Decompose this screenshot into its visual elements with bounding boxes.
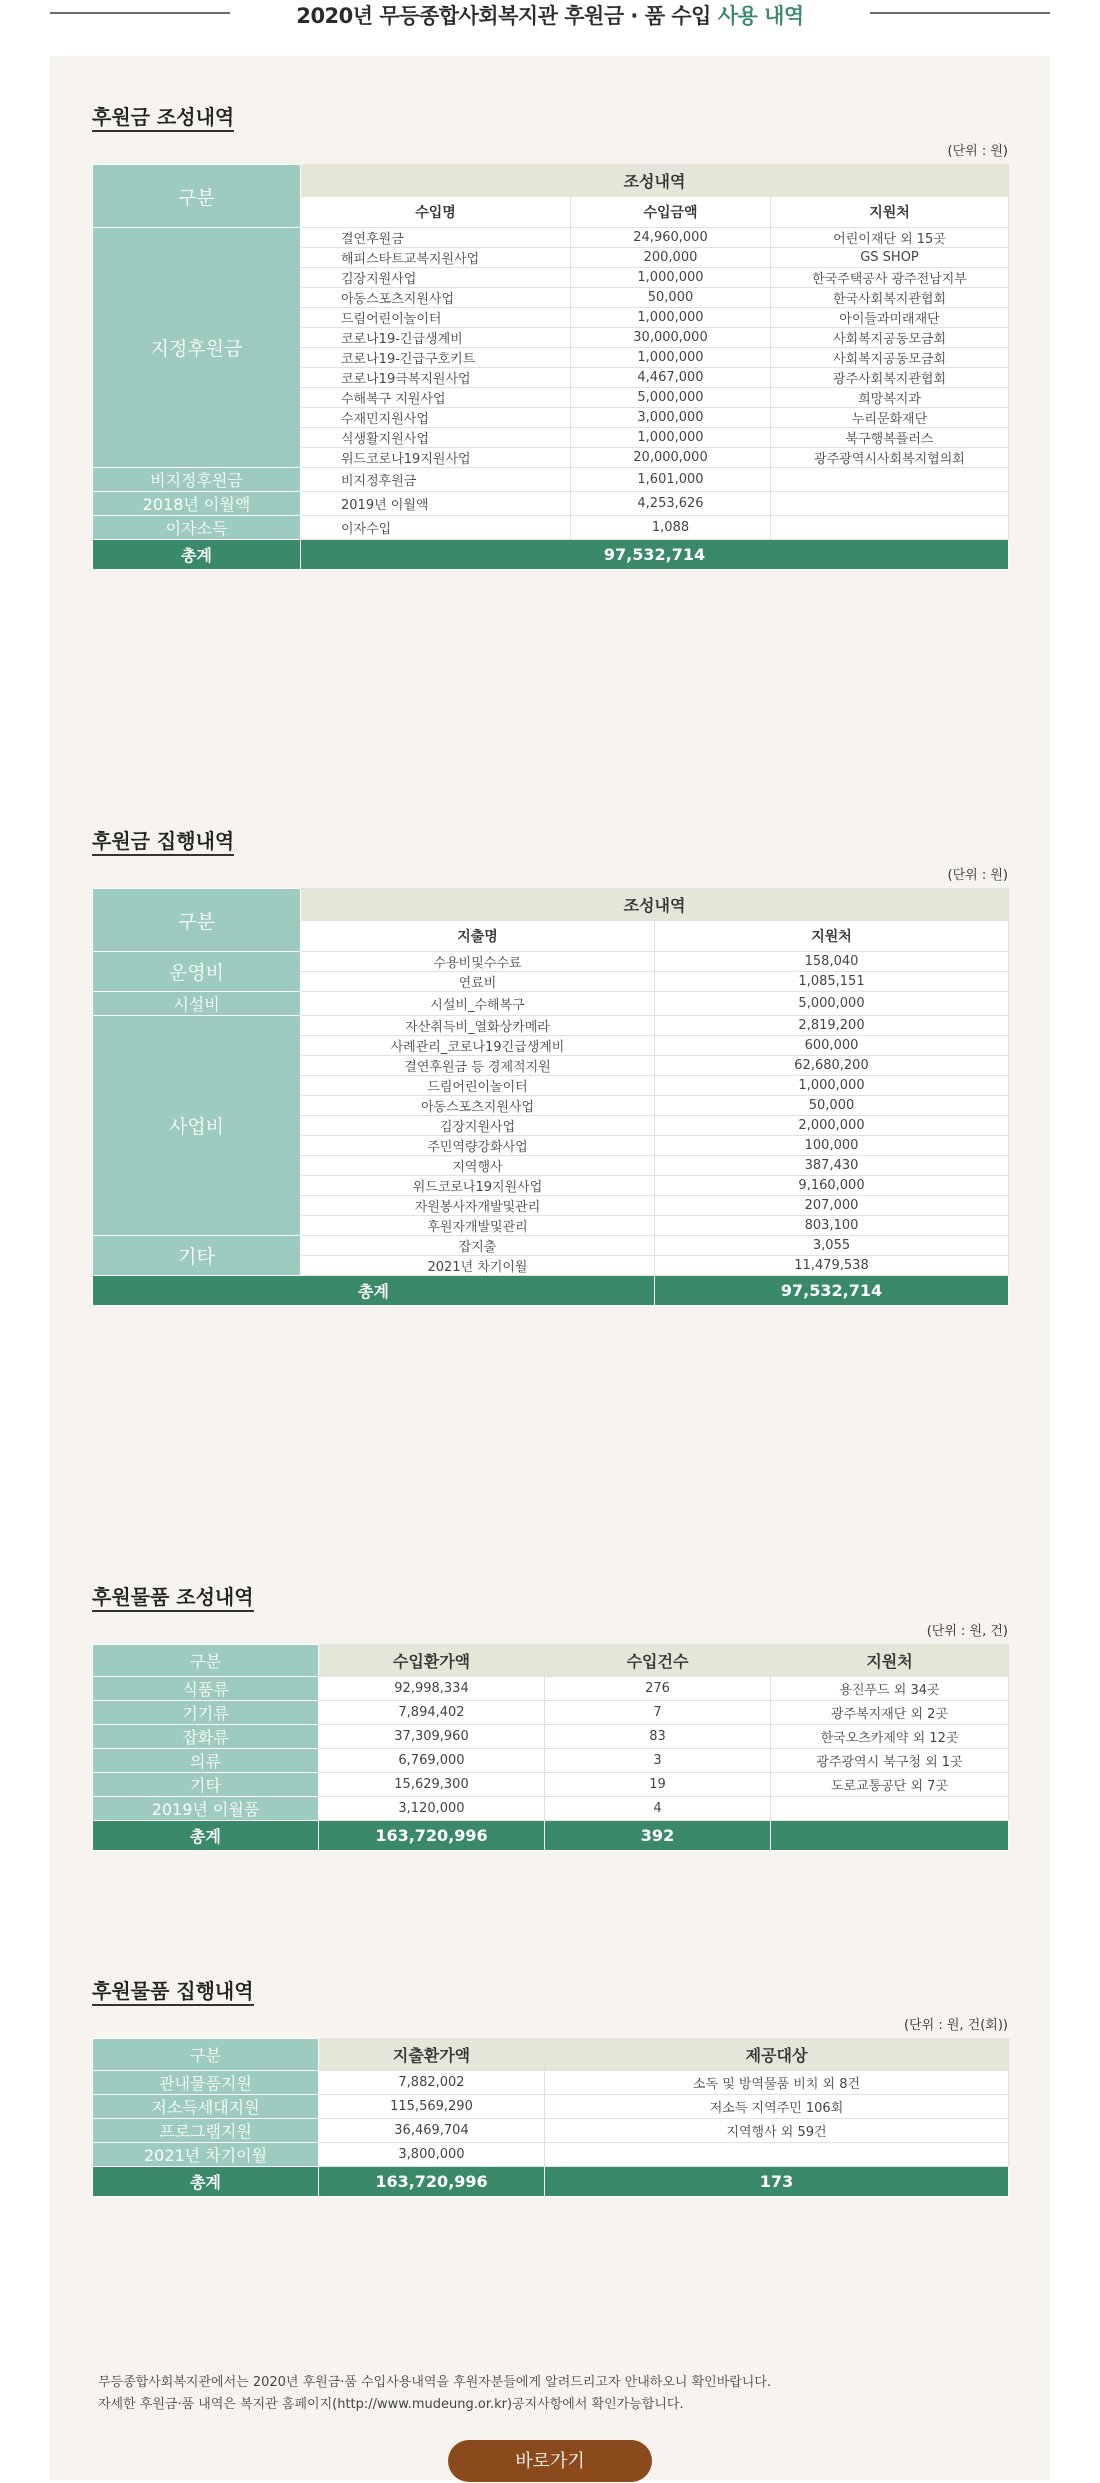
expense-amount: 100,000: [655, 1136, 1009, 1156]
supporter: 광주광역시 북구청 외 1곳: [771, 1749, 1009, 1773]
goods-value: 15,629,300: [319, 1773, 545, 1797]
supporter: [771, 468, 1009, 492]
income-name: 드림어린이놀이터: [301, 308, 571, 328]
expense-amount: 3,055: [655, 1236, 1009, 1256]
table-row: [93, 2119, 1009, 2143]
goods-income-table: [92, 1644, 1009, 1851]
table-header-row: [93, 1645, 1009, 1677]
income-amount: 1,088: [571, 516, 771, 540]
section-goods-expense: [92, 1978, 1008, 2192]
total-value: 163,720,996: [319, 1821, 545, 1851]
table-row: [93, 516, 1009, 540]
income-name: 아동스포츠지원사업: [301, 288, 571, 308]
column-header: 수입환가액: [319, 1645, 545, 1677]
row-category: 지정후원금: [93, 228, 301, 468]
table-header-row: [93, 889, 1009, 921]
unit-label: (단위 : 원, 건): [926, 1624, 1008, 1639]
table-row: [93, 1725, 1009, 1749]
expense-amount: 207,000: [655, 1196, 1009, 1216]
goods-value: 6,769,000: [319, 1749, 545, 1773]
row-category: 비지정후원금: [93, 468, 301, 492]
income-name: 수해복구 지원사업: [301, 388, 571, 408]
row-category: 저소득세대지원: [93, 2095, 319, 2119]
row-category: 2021년 차기이월: [93, 2143, 319, 2167]
goods-count: 276: [545, 1677, 771, 1701]
table-row: [93, 1016, 1009, 1036]
header-divider-right: [870, 12, 1050, 14]
recipient: 저소득 지역주민 106회: [545, 2095, 1009, 2119]
table-row: [93, 1701, 1009, 1725]
income-name: 코로나19-긴급생계비: [301, 328, 571, 348]
expense-amount: 2,000,000: [655, 1116, 1009, 1136]
expense-name: 김장지원사업: [301, 1116, 655, 1136]
expense-name: 주민역량강화사업: [301, 1136, 655, 1156]
supporter: [771, 492, 1009, 516]
expense-amount: 1,000,000: [655, 1076, 1009, 1096]
expense-name: 2021년 차기이월: [301, 1256, 655, 1276]
supporter: 도로교통공단 외 7곳: [771, 1773, 1009, 1797]
total-label: 총계: [93, 2167, 319, 2197]
goods-count: 3: [545, 1749, 771, 1773]
footnote-line: 무등종합사회복지관에서는 2020년 후원금·품 수입사용내역을 후원자분들에게 알려드리고자 안내하오니 확인바랍니다.: [98, 2375, 772, 2390]
expense-name: 자산취득비_열화상카메라: [301, 1016, 655, 1036]
expense-name: 사례관리_코로나19긴급생계비: [301, 1036, 655, 1056]
table-row: [93, 952, 1009, 972]
column-header: 지원처: [655, 921, 1009, 952]
income-name: 식생활지원사업: [301, 428, 571, 448]
goods-value: 7,894,402: [319, 1701, 545, 1725]
expense-amount: 9,160,000: [655, 1176, 1009, 1196]
content-panel: [50, 56, 1050, 2480]
supporter: 희망복지과: [771, 388, 1009, 408]
income-name: 결연후원금: [301, 228, 571, 248]
goods-expense-value: 36,469,704: [319, 2119, 545, 2143]
income-amount: 5,000,000: [571, 388, 771, 408]
total-value: [771, 1821, 1009, 1851]
column-header: 지출명: [301, 921, 655, 952]
expense-name: 지역행사: [301, 1156, 655, 1176]
total-label: 총계: [93, 1821, 319, 1851]
header-category: 구분: [93, 889, 301, 952]
goods-expense-value: 3,800,000: [319, 2143, 545, 2167]
total-row: [93, 540, 1009, 570]
section-donation-expense: [92, 828, 1008, 1301]
column-header: 지원처: [771, 1645, 1009, 1677]
supporter: 광주광역시사회복지협의회: [771, 448, 1009, 468]
table-header-row: [93, 2039, 1009, 2071]
unit-label: (단위 : 원): [947, 144, 1008, 159]
header-group: 조성내역: [301, 889, 1009, 921]
income-name: 2019년 이월액: [301, 492, 571, 516]
supporter: 북구행복플러스: [771, 428, 1009, 448]
go-button[interactable]: 바로가기: [448, 2440, 652, 2482]
row-category: 2019년 이월품: [93, 1797, 319, 1821]
supporter: 어린이재단 외 15곳: [771, 228, 1009, 248]
total-label: 총계: [93, 540, 301, 570]
table-row: [93, 1677, 1009, 1701]
table-row: [93, 1236, 1009, 1256]
column-header: 지원처: [771, 197, 1009, 228]
table-row: [93, 1797, 1009, 1821]
income-name: 해피스타트교복지원사업: [301, 248, 571, 268]
row-category: 운영비: [93, 952, 301, 992]
supporter: 사회복지공동모금회: [771, 348, 1009, 368]
goods-value: 92,998,334: [319, 1677, 545, 1701]
page-title: 2020년 무등종합사회복지관 후원금 · 품 수입 사용 내역: [296, 4, 804, 28]
table-row: [93, 2095, 1009, 2119]
row-category: 사업비: [93, 1016, 301, 1236]
table-row: [93, 228, 1009, 248]
section-title: 후원금 조성내역: [92, 104, 234, 132]
donation-expense-table: [92, 888, 1009, 1306]
expense-name: 잡지출: [301, 1236, 655, 1256]
total-value: 392: [545, 1821, 771, 1851]
expense-name: 결연후원금 등 경제적지원: [301, 1056, 655, 1076]
expense-name: 자원봉사자개발및관리: [301, 1196, 655, 1216]
goods-count: 4: [545, 1797, 771, 1821]
total-value: 97,532,714: [301, 540, 1009, 570]
goods-count: 7: [545, 1701, 771, 1725]
supporter: 사회복지공동모금회: [771, 328, 1009, 348]
income-amount: 1,000,000: [571, 348, 771, 368]
row-category: 잡화류: [93, 1725, 319, 1749]
table-row: [93, 2143, 1009, 2167]
expense-name: 수용비및수수료: [301, 952, 655, 972]
income-amount: 1,601,000: [571, 468, 771, 492]
table-row: [93, 1749, 1009, 1773]
footnote-line: 자세한 후원금·품 내역은 복지관 홈페이지(http://www.mudeung.or.kr)공지사항에서 확인가능합니다.: [98, 2397, 684, 2412]
section-title: 후원물품 집행내역: [92, 1978, 254, 2006]
goods-expense-value: 115,569,290: [319, 2095, 545, 2119]
income-amount: 1,000,000: [571, 308, 771, 328]
section-donation-income: [92, 104, 1008, 565]
table-header-row: [93, 165, 1009, 197]
goods-expense-value: 7,882,002: [319, 2071, 545, 2095]
row-category: 기타: [93, 1236, 301, 1276]
goods-value: 37,309,960: [319, 1725, 545, 1749]
column-header: 수입명: [301, 197, 571, 228]
expense-name: 연료비: [301, 972, 655, 992]
supporter: 한국오츠카제약 외 12곳: [771, 1725, 1009, 1749]
expense-amount: 600,000: [655, 1036, 1009, 1056]
row-category: 관내물품지원: [93, 2071, 319, 2095]
income-amount: 30,000,000: [571, 328, 771, 348]
income-name: 수재민지원사업: [301, 408, 571, 428]
income-amount: 1,000,000: [571, 428, 771, 448]
income-name: 코로나19-긴급구호키트: [301, 348, 571, 368]
recipient: 소독 및 방역물품 비치 외 8건: [545, 2071, 1009, 2095]
income-name: 비지정후원금: [301, 468, 571, 492]
total-row: [93, 2167, 1009, 2197]
supporter: 아이들과미래재단: [771, 308, 1009, 328]
row-category: 2018년 이월액: [93, 492, 301, 516]
total-value: 97,532,714: [655, 1276, 1009, 1306]
row-category: 프로그램지원: [93, 2119, 319, 2143]
expense-amount: 2,819,200: [655, 1016, 1009, 1036]
expense-amount: 11,479,538: [655, 1256, 1009, 1276]
income-amount: 200,000: [571, 248, 771, 268]
table-row: [93, 492, 1009, 516]
unit-label: (단위 : 원): [947, 868, 1008, 883]
table-row: [93, 2071, 1009, 2095]
income-amount: 50,000: [571, 288, 771, 308]
expense-name: 아동스포츠지원사업: [301, 1096, 655, 1116]
supporter: 한국사회복지관협회: [771, 288, 1009, 308]
row-category: 기기류: [93, 1701, 319, 1725]
donation-income-table: [92, 164, 1009, 570]
supporter: 한국주택공사 광주전남지부: [771, 268, 1009, 288]
supporter: [771, 516, 1009, 540]
total-row: [93, 1821, 1009, 1851]
supporter: 용진푸드 외 34곳: [771, 1677, 1009, 1701]
supporter: [771, 1797, 1009, 1821]
income-amount: 20,000,000: [571, 448, 771, 468]
expense-name: 시설비_수해복구: [301, 992, 655, 1016]
table-row: [93, 468, 1009, 492]
header-category: 구분: [93, 165, 301, 228]
page-title-accent: 사용 내역: [717, 4, 804, 28]
column-header: 구분: [93, 1645, 319, 1677]
recipient: [545, 2143, 1009, 2167]
expense-amount: 1,085,151: [655, 972, 1009, 992]
row-category: 의류: [93, 1749, 319, 1773]
income-amount: 4,253,626: [571, 492, 771, 516]
goods-count: 19: [545, 1773, 771, 1797]
recipient: 지역행사 외 59건: [545, 2119, 1009, 2143]
unit-label: (단위 : 원, 건(회)): [904, 2018, 1008, 2033]
section-title: 후원금 집행내역: [92, 828, 234, 856]
expense-amount: 803,100: [655, 1216, 1009, 1236]
column-header: 지출환가액: [319, 2039, 545, 2071]
row-category: 기타: [93, 1773, 319, 1797]
row-category: 이자소득: [93, 516, 301, 540]
footnote: [98, 2372, 998, 2416]
supporter: 누리문화재단: [771, 408, 1009, 428]
income-amount: 4,467,000: [571, 368, 771, 388]
column-header: 제공대상: [545, 2039, 1009, 2071]
income-name: 김장지원사업: [301, 268, 571, 288]
total-value: 163,720,996: [319, 2167, 545, 2197]
expense-amount: 62,680,200: [655, 1056, 1009, 1076]
table-row: [93, 992, 1009, 1016]
goods-expense-table: [92, 2038, 1009, 2197]
row-category: 시설비: [93, 992, 301, 1016]
income-amount: 24,960,000: [571, 228, 771, 248]
row-category: 식품류: [93, 1677, 319, 1701]
expense-name: 위드코로나19지원사업: [301, 1176, 655, 1196]
expense-name: 후원자개발및관리: [301, 1216, 655, 1236]
section-goods-income: [92, 1584, 1008, 1846]
header-group: 조성내역: [301, 165, 1009, 197]
expense-amount: 50,000: [655, 1096, 1009, 1116]
income-amount: 3,000,000: [571, 408, 771, 428]
column-header: 수입건수: [545, 1645, 771, 1677]
supporter: 광주사회복지관협회: [771, 368, 1009, 388]
expense-amount: 5,000,000: [655, 992, 1009, 1016]
column-header: 구분: [93, 2039, 319, 2071]
header-divider-left: [50, 12, 230, 14]
page-header: [0, 0, 1100, 36]
supporter: 광주복지재단 외 2곳: [771, 1701, 1009, 1725]
section-title: 후원물품 조성내역: [92, 1584, 254, 1612]
income-amount: 1,000,000: [571, 268, 771, 288]
expense-amount: 387,430: [655, 1156, 1009, 1176]
table-row: [93, 1773, 1009, 1797]
income-name: 코로나19극복지원사업: [301, 368, 571, 388]
total-value: 173: [545, 2167, 1009, 2197]
expense-name: 드림어린이놀이터: [301, 1076, 655, 1096]
income-name: 위드코로나19지원사업: [301, 448, 571, 468]
goods-value: 3,120,000: [319, 1797, 545, 1821]
expense-amount: 158,040: [655, 952, 1009, 972]
supporter: GS SHOP: [771, 248, 1009, 268]
income-name: 이자수입: [301, 516, 571, 540]
goods-count: 83: [545, 1725, 771, 1749]
total-label: 총계: [93, 1276, 655, 1306]
column-header: 수입금액: [571, 197, 771, 228]
total-row: [93, 1276, 1009, 1306]
